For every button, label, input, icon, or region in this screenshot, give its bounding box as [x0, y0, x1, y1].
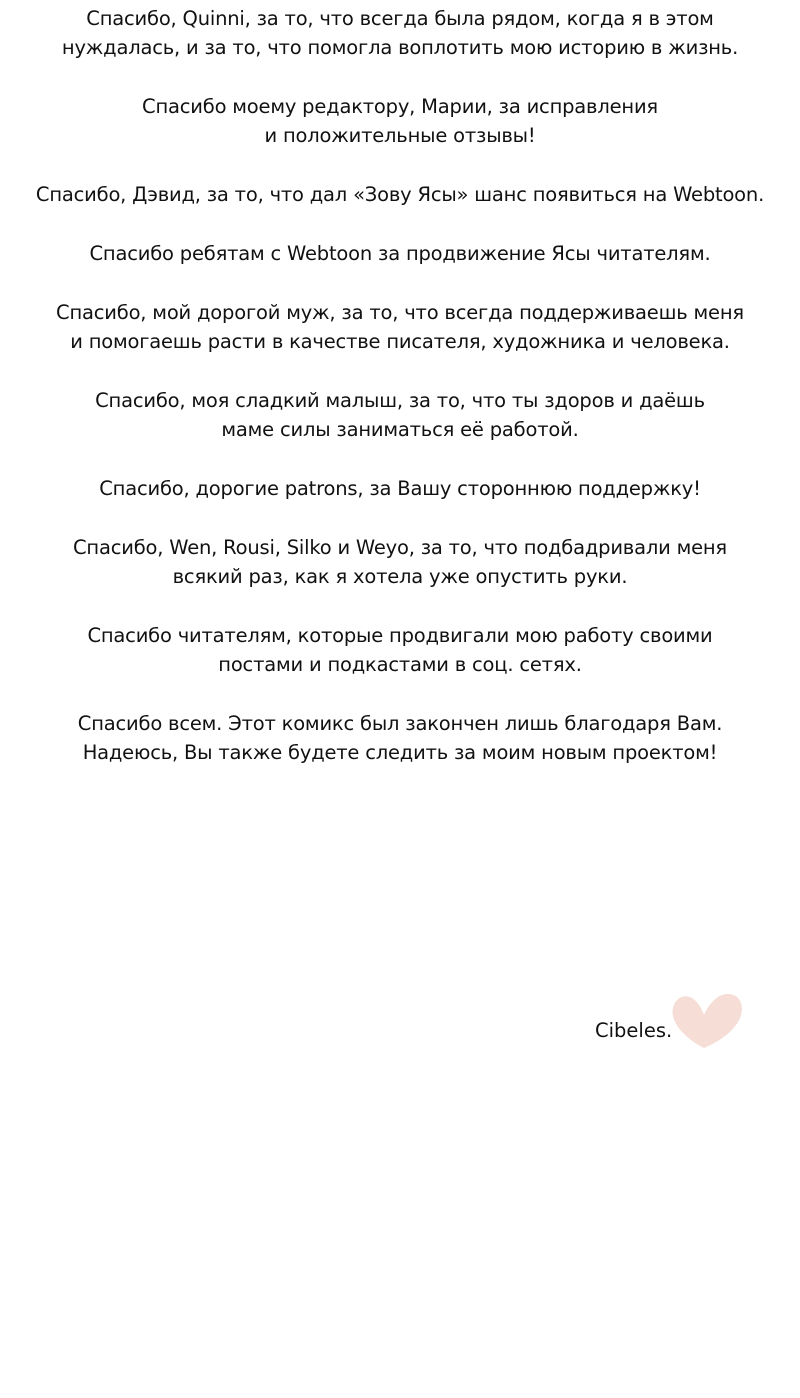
heart-icon — [668, 990, 744, 1052]
thanks-paragraph-everyone — [0, 709, 800, 767]
paragraph-line: Спасибо читателям, которые продвигали мою работу своими — [87, 624, 713, 647]
paragraph-line: нуждалась, и за то, что помогла воплотить мою историю в жизнь. — [61, 36, 739, 59]
paragraph-line: и положительные отзывы! — [264, 124, 536, 147]
paragraph-line: Спасибо ребятам с Webtoon за продвижение Ясы читателям. — [89, 242, 711, 265]
thanks-paragraph-david — [0, 180, 800, 209]
thanks-paragraph-husband — [0, 298, 800, 356]
thanks-paragraph-patrons — [0, 474, 800, 503]
paragraph-line: Спасибо, мой дорогой муж, за то, что всегда поддерживаешь меня — [56, 301, 744, 324]
thanks-paragraph-editor — [0, 92, 800, 150]
thanks-paragraph-quinni — [0, 4, 800, 62]
paragraph-line: всякий раз, как я хотела уже опустить руки. — [172, 565, 628, 588]
paragraph-line: маме силы заниматься её работой. — [221, 418, 579, 441]
paragraph-line: и помогаешь расти в качестве писателя, художника и человека. — [70, 330, 730, 353]
thanks-paragraph-friends — [0, 533, 800, 591]
paragraph-line: Спасибо моему редактору, Марии, за исправления — [142, 95, 658, 118]
paragraph-line: Спасибо, Wen, Rousi, Silko и Weyo, за то, что подбадривали меня — [73, 536, 727, 559]
paragraph-line: Спасибо, Дэвид, за то, что дал «Зову Ясы» шанс появиться на Webtoon. — [35, 183, 765, 206]
paragraph-line: постами и подкастами в соц. сетях. — [218, 653, 582, 676]
paragraph-line: Спасибо всем. Этот комикс был закончен лишь благодаря Вам. — [77, 712, 723, 735]
paragraph-line: Спасибо, моя сладкий малыш, за то, что ты здоров и даёшь — [95, 389, 705, 412]
paragraph-line: Надеюсь, Вы также будете следить за моим новым проектом! — [82, 741, 718, 764]
paragraph-line: Спасибо, дорогие patrons, за Вашу стороннюю поддержку! — [99, 477, 701, 500]
thanks-paragraph-readers — [0, 621, 800, 679]
paragraph-line: Спасибо, Quinni, за то, что всегда была рядом, когда я в этом — [86, 7, 714, 30]
author-signature: Cibeles. — [595, 1019, 673, 1042]
thanks-text-block — [0, 4, 800, 797]
thanks-paragraph-baby — [0, 386, 800, 444]
thanks-paragraph-webtoon-team — [0, 239, 800, 268]
